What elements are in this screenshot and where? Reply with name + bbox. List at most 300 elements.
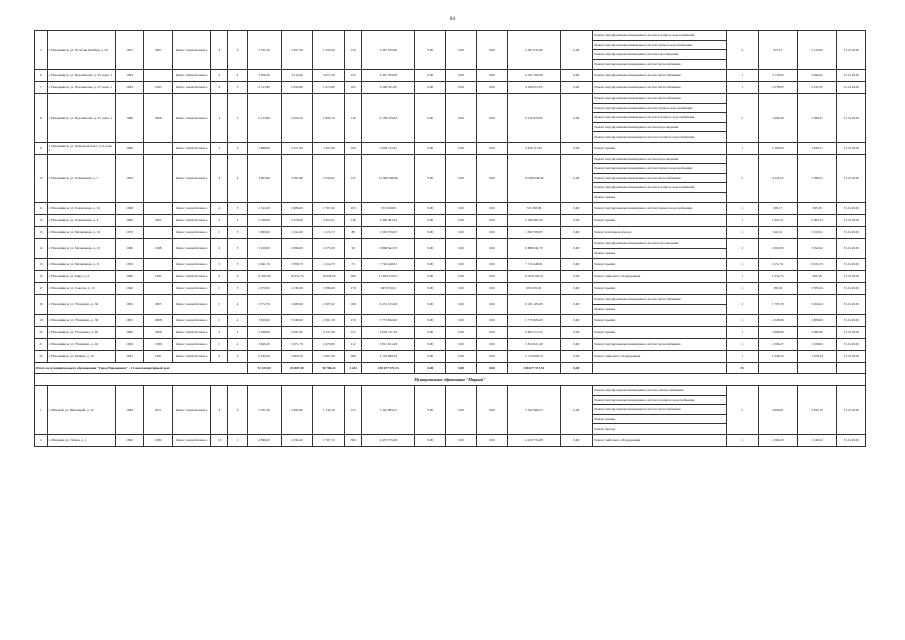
cell-n: 9	[35, 142, 48, 154]
work-item: Ремонт крыши	[594, 286, 616, 291]
cell-mat: Кирп./ шлакоблочны е	[173, 31, 211, 70]
cell-en: 3	[228, 259, 247, 271]
cell-y2: 2008	[144, 315, 173, 327]
cell-n: 2	[35, 434, 48, 446]
cell-mat: Кирп./ шлакоблочны е	[173, 82, 211, 94]
cell-f4: 3 056 112,81	[507, 142, 560, 154]
cell-u2: 6 615,79	[797, 259, 836, 271]
cell-f1: 0,00	[415, 283, 446, 295]
cell-mat: Кирп./ шлакоблочны е	[173, 351, 211, 363]
total-f2: 0,00	[446, 363, 477, 374]
cell-res: 306	[345, 434, 362, 446]
total-u2	[797, 363, 836, 374]
cell-a2: 10 451,70	[281, 271, 313, 283]
cell-mat: Кирп./ шлакоблочны е	[173, 434, 211, 446]
cell-y1: 1982	[115, 271, 144, 283]
cell-y1: 1968	[115, 203, 144, 215]
cell-a1: 6 244,20	[247, 351, 281, 363]
works-cell	[592, 215, 726, 227]
cell-wc: 5	[726, 94, 758, 143]
cell-u1: 303,17	[758, 203, 797, 215]
work-item: Ремонт фасада	[594, 426, 616, 431]
cell-y1: 1965	[115, 295, 144, 315]
cell-f2: 0,00	[446, 295, 477, 315]
cell-addr: г. Новодвинск, ул. Уборевича, д. 38	[47, 315, 115, 327]
cell-a3: 1 115,72	[313, 227, 345, 239]
cell-f3: 0,00	[477, 154, 508, 203]
cell-u1: 185,81	[758, 283, 797, 295]
work-item: Ремонт крыши	[594, 218, 616, 223]
cell-f1: 0,00	[415, 259, 446, 271]
work-item: Ремонт внутридомовых инженерных систем водоотведения	[593, 50, 726, 60]
cell-a2: 3 671,70	[281, 339, 313, 351]
cell-f4: 5 775 826,90	[507, 315, 560, 327]
cell-en: 3	[228, 203, 247, 215]
cell-en: 4	[228, 315, 247, 327]
cell-fl: 5	[211, 283, 228, 295]
work-item: Ремонт крыши	[594, 262, 616, 267]
cell-y1: 1963	[115, 154, 144, 203]
cell-a2: 2 831,90	[281, 327, 313, 339]
cell-a3: 1 214,70	[313, 259, 345, 271]
cell-y2: 1981	[144, 351, 173, 363]
cell-res: 131	[345, 154, 362, 203]
work-item: Ремонт внутридомовых инженерных систем теплоснабжения	[594, 342, 681, 347]
cell-f3: 0,00	[477, 94, 508, 143]
cell-res: 116	[345, 94, 362, 143]
cell-a3: 5 067,44	[313, 351, 345, 363]
work-item: Ремонт внутридомовых инженерных систем теплоснабжения	[593, 295, 726, 305]
cell-wc: 1	[726, 203, 758, 215]
works-cell	[592, 227, 726, 239]
total-a2: 65 887,50	[281, 363, 313, 374]
cell-f3: 0,00	[477, 227, 508, 239]
table-row	[35, 31, 866, 70]
cell-f4: 4 470 755,08	[507, 434, 560, 446]
cell-f4: 7 342 909,25	[507, 386, 560, 435]
cell-a3: 2 361,30	[313, 315, 345, 327]
cell-a3: 1 673,60	[313, 82, 345, 94]
cell-en: 4	[228, 295, 247, 315]
cell-f4: 5 308 983,24	[507, 215, 560, 227]
cell-f5: 0,00	[560, 142, 592, 154]
cell-a2: 2 996,60	[281, 239, 313, 259]
housing-register-table	[34, 30, 866, 447]
cell-a2: 2 056,90	[281, 82, 313, 94]
cell-d: 31.12.2018	[837, 327, 866, 339]
table-row	[35, 215, 866, 227]
cell-y2	[144, 142, 173, 154]
cell-u1: 975,15	[758, 31, 797, 70]
cell-addr: г. Новодвинск, ул. Ворошилова, д. 37, корп. 1	[47, 94, 115, 143]
cell-y1: 1960	[115, 239, 144, 259]
works-cell	[592, 239, 726, 259]
cell-mat: Кирп./ шлакоблочны е	[173, 339, 211, 351]
cell-cost: 4 470 755,08	[362, 434, 415, 446]
cell-cost: 9 139 479,82	[362, 94, 415, 143]
cell-y1: 1982	[115, 434, 144, 446]
cell-mat: Кирп./ шлакоблочны е	[173, 154, 211, 203]
cell-res: 190	[345, 142, 362, 154]
cell-fl: 4	[211, 82, 228, 94]
cell-y1: 1963	[115, 82, 144, 94]
cell-en: 3	[228, 283, 247, 295]
cell-d: 31.12.2018	[837, 283, 866, 295]
cell-f4: 7 716 448,81	[507, 259, 560, 271]
cell-wc: 1	[726, 271, 758, 283]
cell-a3: 1 080,00	[313, 283, 345, 295]
cell-f4: 4 590 611,85	[507, 82, 560, 94]
cell-wc: 5	[726, 386, 758, 435]
cell-f4: 9 602 511,54	[507, 327, 560, 339]
cell-d: 31.12.2018	[837, 259, 866, 271]
cell-d: 31.12.2018	[837, 271, 866, 283]
cell-f4: 11 826 229,21	[507, 271, 560, 283]
cell-f2: 0,00	[446, 215, 477, 227]
cell-u2: 7 098,31	[797, 94, 836, 143]
cell-fl: 4	[211, 203, 228, 215]
cell-fl: 4	[211, 31, 228, 70]
cell-wc: 1	[726, 227, 758, 239]
cell-f1: 0,00	[415, 203, 446, 215]
cell-f4: 5 719 069,54	[507, 351, 560, 363]
cell-mat: Кирп./ шлакоблочны е	[173, 295, 211, 315]
cell-y2	[144, 70, 173, 82]
cell-wc: 1	[726, 82, 758, 94]
cell-addr: г. Новодвинск, ул. Уборевича, д. 40	[47, 327, 115, 339]
cell-y2: 1982	[144, 271, 173, 283]
cell-fl: 4	[211, 239, 228, 259]
cell-en: 3	[228, 82, 247, 94]
cell-n: 6	[35, 70, 48, 82]
cell-fl: 4	[211, 94, 228, 143]
cell-u1: 4 306,29	[758, 94, 797, 143]
cell-f3: 0,00	[477, 434, 508, 446]
cell-n: 7	[35, 82, 48, 94]
cell-y2: 2002	[144, 215, 173, 227]
cell-f3: 0,00	[477, 351, 508, 363]
cell-u2: 7 098,31	[797, 154, 836, 203]
cell-wc: 1	[726, 351, 758, 363]
total-f3: 0,00	[477, 363, 508, 374]
cell-y2	[144, 227, 173, 239]
cell-a1: 3 191,30	[247, 386, 281, 435]
page-number: 84	[450, 17, 455, 22]
cell-y2: 1999	[144, 339, 173, 351]
table-row	[35, 259, 866, 271]
total-cost: 138 677 571,53	[362, 363, 415, 374]
cell-y2: 1998	[144, 239, 173, 259]
cell-f1: 0,00	[415, 386, 446, 435]
cell-f2: 0,00	[446, 239, 477, 259]
cell-f5: 0,00	[560, 31, 592, 70]
cell-a2: 3 581,80	[281, 154, 313, 203]
cell-a2: 3 489,90	[281, 295, 313, 315]
cell-wc: 1	[726, 283, 758, 295]
cell-f2: 0,00	[446, 339, 477, 351]
cell-res: 560	[345, 271, 362, 283]
works-cell	[592, 283, 726, 295]
cell-f4: 6 347 709,96	[507, 70, 560, 82]
works-cell	[592, 386, 726, 435]
cell-f4: 1 563 709,05	[507, 227, 560, 239]
cell-y2: 2008	[144, 94, 173, 143]
work-item: Ремонт крыши	[594, 195, 616, 200]
cell-f4: 15 908 048,40	[507, 154, 560, 203]
cell-a1: 2 531,20	[247, 31, 281, 70]
cell-u2: 3 380,60	[797, 327, 836, 339]
cell-mat: Кирп./ шлакоблочны е	[173, 70, 211, 82]
cell-y1: 1970	[115, 227, 144, 239]
cell-n: 1	[35, 386, 48, 435]
cell-a1: 2 498,90	[247, 327, 281, 339]
cell-a2: 5 600,20	[281, 351, 313, 363]
cell-u1: 4 151,51	[758, 259, 797, 271]
cell-addr: г. Новодвинск, ул. Мира, д. 9	[47, 271, 115, 283]
cell-a3: 1 073,50	[313, 239, 345, 259]
cell-a1: 1 896,90	[247, 227, 281, 239]
total-d	[837, 363, 866, 374]
table-row	[35, 154, 866, 203]
cell-a1: 3 772,70	[247, 295, 281, 315]
table-row	[35, 239, 866, 259]
cell-f5: 0,00	[560, 386, 592, 435]
work-item: Ремонт внутридомовых инженерных систем теплоснабжения	[594, 62, 681, 67]
table-row	[35, 351, 866, 363]
work-item: Ремонт или замена фасада	[594, 230, 632, 235]
cell-wc: 1	[726, 327, 758, 339]
cell-f1: 0,00	[415, 434, 446, 446]
cell-addr: г. Новодвинск, ул. Хламенкова, д. 4	[47, 215, 115, 227]
work-item: Ремонт внутридомовых инженерных систем горячего водоснабжения	[593, 164, 726, 174]
cell-f1: 0,00	[415, 315, 446, 327]
cell-f2: 0,00	[446, 227, 477, 239]
cell-en: 4	[228, 215, 247, 227]
cell-wc: 2	[726, 239, 758, 259]
cell-f5: 0,00	[560, 339, 592, 351]
cell-d: 31.12.2018	[837, 239, 866, 259]
cell-u1: 1 028,24	[758, 351, 797, 363]
total-f5: 0,00	[560, 363, 592, 374]
cell-cost: 15 908 048,40	[362, 154, 415, 203]
cell-addr: г. Мирный, ул. Гагина, д. 1	[47, 434, 115, 446]
cell-f1: 0,00	[415, 70, 446, 82]
work-item: Ремонт внутридомовых инженерных систем водоотведения	[593, 239, 726, 249]
cell-u1: 3 380,60	[758, 327, 797, 339]
cell-a2: 1 612,00	[281, 227, 313, 239]
cell-a2: 2 054,50	[281, 94, 313, 143]
cell-res: 121	[345, 386, 362, 435]
cell-a1: 2 517,80	[247, 82, 281, 94]
cell-f3: 0,00	[477, 271, 508, 283]
work-item: Ремонт внутридомовых инженерных систем теплоснабжения	[594, 85, 681, 90]
cell-cost: 7 342 909,25	[362, 386, 415, 435]
cell-wc: 1	[726, 339, 758, 351]
cell-f5: 0,00	[560, 82, 592, 94]
table-row	[35, 271, 866, 283]
work-item: Ремонт внутридомовых инженерных систем теплоснабжения	[593, 405, 726, 415]
work-item: Ремонт крыши	[594, 251, 616, 256]
cell-f3: 0,00	[477, 203, 508, 215]
cell-fl: 4	[211, 154, 228, 203]
works-cell	[592, 271, 726, 283]
cell-u1: 1 891,21	[758, 215, 797, 227]
cell-a2: 5 271,90	[281, 142, 313, 154]
section-row	[35, 374, 866, 386]
cell-f5: 0,00	[560, 351, 592, 363]
work-item: Ремонт внутридомовых инженерных систем холодного водоснабжения	[593, 396, 726, 406]
cell-f2: 0,00	[446, 283, 477, 295]
cell-a2: 5 278,00	[281, 215, 313, 227]
cell-n: 18	[35, 295, 48, 315]
work-item: Ремонт внутридомовых инженерных систем холодного водоснабжения	[594, 134, 695, 139]
cell-f4: 725 258,86	[507, 203, 560, 215]
works-cell	[592, 315, 726, 327]
cell-cost: 6 868 642,70	[362, 239, 415, 259]
cell-a1: 11 993,90	[247, 271, 281, 283]
cell-f3: 0,00	[477, 259, 508, 271]
cell-f5: 0,00	[560, 271, 592, 283]
cell-f1: 0,00	[415, 215, 446, 227]
cell-n: 21	[35, 339, 48, 351]
cell-a2: 2 297,20	[281, 31, 313, 70]
cell-mat: Кирп./ шлакоблочны е	[173, 142, 211, 154]
cell-u2: 3 585,64	[797, 283, 836, 295]
cell-a3: 1 767,60	[313, 203, 345, 215]
cell-fl: 9	[211, 271, 228, 283]
cell-d: 31.12.2018	[837, 351, 866, 363]
cell-mat: Кирп./ шлакоблочны е	[173, 386, 211, 435]
works-cell	[592, 339, 726, 351]
cell-n: 10	[35, 154, 48, 203]
cell-a1: 2 141,00	[247, 203, 281, 215]
cell-y2: 1982	[144, 434, 173, 446]
works-cell	[592, 31, 726, 70]
cell-cost: 5 308 983,24	[362, 215, 415, 227]
works-cell	[592, 142, 726, 154]
works-cell	[592, 259, 726, 271]
cell-u2: 2 310,69	[797, 31, 836, 70]
cell-n: 16	[35, 271, 48, 283]
cell-res: 286	[345, 351, 362, 363]
cell-a1: 2 070,90	[247, 283, 281, 295]
total-row	[35, 363, 866, 374]
cell-f5: 0,00	[560, 315, 592, 327]
cell-u1: 1 583,64	[758, 142, 797, 154]
cell-res: 127	[345, 327, 362, 339]
cell-addr: г. Мирный, ул. Школьный, д. 10	[47, 386, 115, 435]
cell-res: 73	[345, 259, 362, 271]
cell-y1: 1964	[115, 70, 144, 82]
work-item: Ремонт внутридомовых инженерных систем горячего водоснабжения	[593, 104, 726, 114]
works-cell	[592, 327, 726, 339]
cell-cost: 1 563 709,05	[362, 227, 415, 239]
cell-u2: 395,30	[797, 203, 836, 215]
cell-f2: 0,00	[446, 31, 477, 70]
cell-d: 31.12.2018	[837, 31, 866, 70]
cell-f5: 0,00	[560, 259, 592, 271]
cell-res: 170	[345, 315, 362, 327]
cell-cost: 725 258,86	[362, 203, 415, 215]
cell-f1: 0,00	[415, 94, 446, 143]
cell-en: 1	[228, 434, 247, 446]
cell-f4: 603 676,92	[507, 283, 560, 295]
work-item: Ремонт лифтового оборудования	[594, 354, 641, 359]
table-row	[35, 94, 866, 143]
cell-u2: 3 490,02	[797, 70, 836, 82]
cell-fl: 5	[211, 339, 228, 351]
cell-f1: 0,00	[415, 339, 446, 351]
work-item: Ремонт крыши	[593, 415, 726, 425]
cell-addr: г. Новодвинск, ул. Мельникова, д. 10	[47, 227, 115, 239]
cell-f3: 0,00	[477, 327, 508, 339]
cell-u1: 3 960,61	[758, 386, 797, 435]
cell-cost: 2 367 035,96	[362, 31, 415, 70]
cell-d: 31.12.2018	[837, 295, 866, 315]
cell-f5: 0,00	[560, 295, 592, 315]
cell-f1: 0,00	[415, 82, 446, 94]
cell-u1: 1 084,63	[758, 434, 797, 446]
cell-res: 102	[345, 82, 362, 94]
cell-a2: 2 136,30	[281, 283, 313, 295]
cell-mat: Кирп./ шлакоблочны е	[173, 215, 211, 227]
cell-y1: 1962	[115, 327, 144, 339]
cell-u2: 7 292,62	[797, 239, 836, 259]
cell-a3: 1 522,00	[313, 31, 345, 70]
cell-f2: 0,00	[446, 315, 477, 327]
cell-mat: Кирп./ шлакоблочны е	[173, 227, 211, 239]
cell-f2: 0,00	[446, 271, 477, 283]
cell-n: 5	[35, 31, 48, 70]
cell-u1: 4 118,52	[758, 154, 797, 203]
works-cell	[592, 70, 726, 82]
cell-f1: 0,00	[415, 239, 446, 259]
cell-f3: 0,00	[477, 82, 508, 94]
cell-f5: 0,00	[560, 239, 592, 259]
works-cell	[592, 434, 726, 446]
cell-y2	[144, 259, 173, 271]
cell-f4: 2 367 035,96	[507, 31, 560, 70]
work-item: Ремонт крыши	[594, 145, 616, 150]
cell-en: 6	[228, 271, 247, 283]
cell-a3: 2 455,21	[313, 215, 345, 227]
table-row	[35, 142, 866, 154]
cell-wc: 4	[726, 31, 758, 70]
cell-wc: 1	[726, 215, 758, 227]
cell-f1: 0,00	[415, 351, 446, 363]
cell-f5: 0,00	[560, 154, 592, 203]
cell-fl: 4	[211, 215, 228, 227]
cell-res: 80	[345, 227, 362, 239]
cell-u1: 1 785,79	[758, 295, 797, 315]
cell-en: 3	[228, 386, 247, 435]
cell-n: 14	[35, 239, 48, 259]
cell-a1: 3 658,20	[247, 70, 281, 82]
work-item: Ремонт крыши	[594, 307, 616, 312]
cell-u2: 2 833,79	[797, 386, 836, 435]
cell-n: 19	[35, 315, 48, 327]
work-item: Ремонт внутридомовых инженерных систем электроснабжения	[593, 386, 726, 396]
cell-res: 179	[345, 283, 362, 295]
cell-f3: 0,00	[477, 70, 508, 82]
work-item: Ремонт внутридомовых инженерных систем горячего водоснабжения	[593, 41, 726, 51]
work-item: Ремонт внутридомовых инженерных систем теплоснабжения	[594, 73, 681, 78]
cell-fl: 9	[211, 351, 228, 363]
cell-cost: 6 347 709,96	[362, 70, 415, 82]
cell-wc: 1	[726, 259, 758, 271]
cell-a3: 2 307,02	[313, 295, 345, 315]
cell-a1: 4 896,60	[247, 434, 281, 446]
